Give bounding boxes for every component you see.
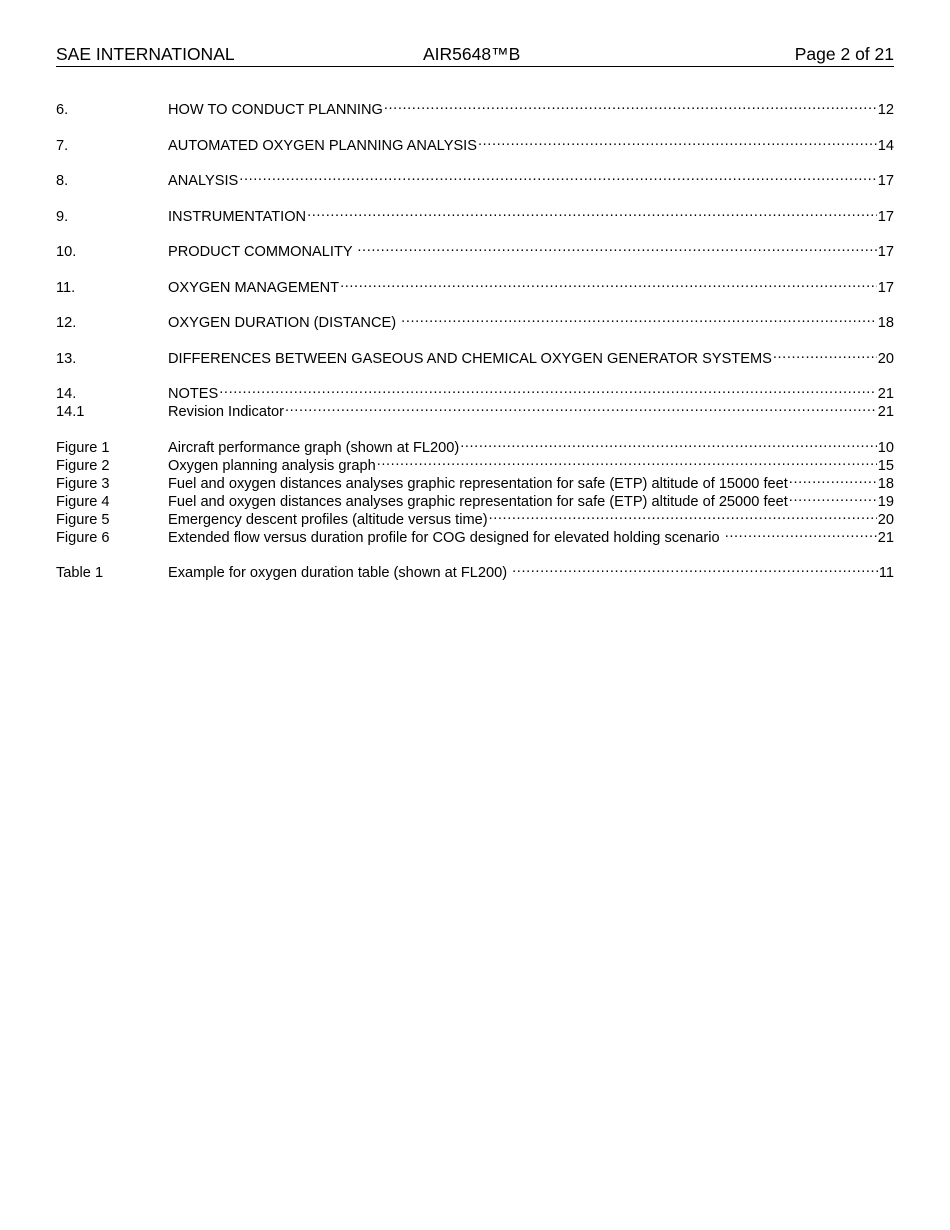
toc-entry-page: 20 bbox=[877, 350, 894, 367]
toc-entry-number: Figure 6 bbox=[56, 529, 110, 546]
toc-entry-title: AUTOMATED OXYGEN PLANNING ANALYSIS bbox=[168, 137, 477, 154]
toc-entry-title: Revision Indicator bbox=[168, 404, 284, 420]
toc-leader-dots bbox=[239, 167, 876, 185]
toc-entry-page: 11 bbox=[878, 565, 894, 581]
toc-entry[interactable] bbox=[56, 274, 894, 296]
toc-entry-number: Figure 4 bbox=[56, 493, 110, 510]
toc-entry[interactable] bbox=[56, 203, 894, 225]
header-organization: SAE INTERNATIONAL bbox=[56, 44, 235, 64]
header-document-number: AIR5648™B bbox=[423, 44, 521, 64]
toc-entry-title: INSTRUMENTATION bbox=[168, 208, 307, 225]
toc-entry-number: Table 1 bbox=[56, 565, 104, 581]
toc-leader-dots bbox=[478, 132, 877, 150]
toc-group bbox=[56, 274, 894, 296]
toc-entry-page: 17 bbox=[877, 173, 894, 189]
toc-entry-number: 7. bbox=[56, 137, 69, 154]
toc-group bbox=[56, 238, 894, 260]
toc-leader-dots bbox=[377, 452, 877, 470]
toc-entry-number: Figure 2 bbox=[56, 457, 110, 474]
toc-entry-number: 13. bbox=[56, 350, 77, 367]
toc-entry-title: Extended flow versus duration profile for COG designed for elevated holding scenario bbox=[168, 529, 724, 546]
toc-entry-title: OXYGEN MANAGEMENT bbox=[168, 279, 340, 296]
toc-entry-title: Aircraft performance graph (shown at FL200) bbox=[168, 439, 460, 456]
toc-entry-page: 21 bbox=[877, 529, 894, 546]
toc-entry-number: 9. bbox=[56, 208, 69, 225]
toc-entry-page: 17 bbox=[877, 244, 894, 260]
toc-leader-dots bbox=[401, 309, 877, 327]
toc-entry-number: Figure 1 bbox=[56, 439, 110, 456]
toc-entry-number: 14.1 bbox=[56, 404, 85, 420]
toc-leader-dots bbox=[489, 506, 877, 524]
toc-entry-number: Figure 5 bbox=[56, 511, 110, 528]
toc-entry-number: 14. bbox=[56, 386, 77, 402]
toc-entry-page: 20 bbox=[877, 511, 894, 528]
toc-entry-number: 6. bbox=[56, 102, 69, 118]
toc-entry[interactable] bbox=[56, 167, 894, 189]
toc-entry-number: 12. bbox=[56, 315, 77, 331]
toc-entry-page: 15 bbox=[877, 457, 894, 474]
toc-entry-number: 11. bbox=[56, 279, 76, 296]
toc-entry-title: PRODUCT COMMONALITY bbox=[168, 244, 357, 260]
toc-leader-dots bbox=[789, 488, 877, 506]
toc-group bbox=[56, 345, 894, 367]
toc-entry-page: 17 bbox=[877, 208, 894, 225]
toc-leader-dots bbox=[384, 96, 877, 114]
page-header bbox=[56, 42, 894, 67]
toc-entry[interactable] bbox=[56, 380, 894, 402]
toc-entry[interactable] bbox=[56, 309, 894, 331]
toc-leader-dots bbox=[789, 470, 877, 488]
toc-leader-dots bbox=[460, 434, 877, 452]
table-of-contents bbox=[56, 96, 894, 595]
toc-entry-title: ANALYSIS bbox=[168, 173, 239, 189]
toc-leader-dots bbox=[773, 345, 877, 363]
toc-entry-title: Fuel and oxygen distances analyses graphic representation for safe (ETP) altitude of 15000 feet bbox=[168, 475, 788, 492]
toc-entry[interactable] bbox=[56, 238, 894, 260]
toc-entry-page: 21 bbox=[877, 404, 894, 420]
toc-entry-page: 21 bbox=[877, 386, 894, 402]
toc-group bbox=[56, 380, 894, 420]
toc-leader-dots bbox=[725, 524, 877, 542]
toc-entry-page: 12 bbox=[877, 102, 894, 118]
toc-entry[interactable] bbox=[56, 559, 894, 581]
toc-entry[interactable] bbox=[56, 345, 894, 367]
toc-group bbox=[56, 167, 894, 189]
toc-leader-dots bbox=[307, 203, 877, 221]
toc-entry-page: 19 bbox=[877, 493, 894, 510]
toc-entry-title: Fuel and oxygen distances analyses graphic representation for safe (ETP) altitude of 25000 feet bbox=[168, 493, 788, 510]
toc-entry[interactable] bbox=[56, 434, 894, 456]
toc-entry-title: HOW TO CONDUCT PLANNING bbox=[168, 102, 383, 118]
toc-group bbox=[56, 96, 894, 118]
toc-group bbox=[56, 559, 894, 581]
toc-leader-dots bbox=[285, 398, 877, 416]
toc-leader-dots bbox=[357, 238, 876, 256]
toc-entry-title: NOTES bbox=[168, 386, 219, 402]
header-page-number: Page 2 of 21 bbox=[794, 44, 894, 64]
toc-entry-page: 17 bbox=[877, 279, 894, 296]
toc-entry-title: OXYGEN DURATION (DISTANCE) bbox=[168, 315, 401, 331]
toc-entry-title: Example for oxygen duration table (shown at FL200) bbox=[168, 565, 512, 581]
toc-entry[interactable] bbox=[56, 132, 894, 154]
toc-entry-title: Emergency descent profiles (altitude versus time) bbox=[168, 511, 488, 528]
toc-entry-number: 8. bbox=[56, 173, 69, 189]
toc-entry-number: 10. bbox=[56, 244, 77, 260]
toc-entry-page: 18 bbox=[877, 315, 894, 331]
toc-leader-dots bbox=[340, 274, 877, 292]
toc-group bbox=[56, 434, 894, 546]
toc-group bbox=[56, 132, 894, 154]
toc-entry-title: DIFFERENCES BETWEEN GASEOUS AND CHEMICAL OXYGEN GENERATOR SYSTEMS bbox=[168, 350, 772, 367]
toc-entry-page: 14 bbox=[877, 137, 894, 154]
toc-entry-title: Oxygen planning analysis graph bbox=[168, 457, 376, 474]
toc-group bbox=[56, 203, 894, 225]
toc-entry-page: 18 bbox=[877, 475, 894, 492]
toc-entry-number: Figure 3 bbox=[56, 475, 110, 492]
toc-entry[interactable] bbox=[56, 96, 894, 118]
toc-group bbox=[56, 309, 894, 331]
toc-leader-dots bbox=[219, 380, 876, 398]
toc-entry-page: 10 bbox=[877, 439, 894, 456]
toc-leader-dots bbox=[512, 559, 878, 577]
